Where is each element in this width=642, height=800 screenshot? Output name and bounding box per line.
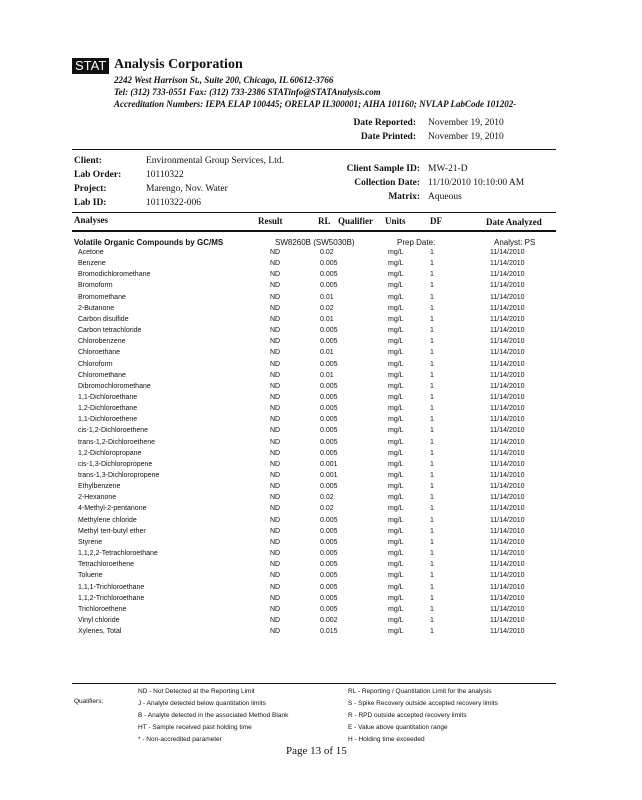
- page-number: Page 13 of 15: [286, 745, 347, 757]
- units: mg/L: [388, 293, 404, 301]
- analyte-name: 1,1-Dichloroethene: [78, 416, 138, 424]
- table-row: [72, 505, 556, 516]
- rl: 0.005: [320, 338, 338, 346]
- analyte-name: Methylene chloride: [78, 516, 137, 524]
- df: 1: [430, 483, 434, 491]
- analyte-name: Carbon tetrachloride: [78, 327, 142, 335]
- result: ND: [270, 349, 281, 357]
- result: ND: [270, 561, 281, 569]
- analyte-name: Toluene: [78, 572, 103, 580]
- units: mg/L: [388, 460, 404, 468]
- result: ND: [270, 572, 281, 580]
- date-analyzed: 11/14/2010: [490, 550, 525, 558]
- result: ND: [270, 505, 281, 513]
- date-analyzed: 11/14/2010: [490, 561, 525, 569]
- units: mg/L: [388, 472, 404, 479]
- rl: 0.005: [320, 527, 338, 535]
- analyte-name: Styrene: [78, 538, 103, 546]
- units: mg/L: [388, 315, 404, 323]
- table-row: [72, 572, 556, 583]
- rl: 0.005: [320, 360, 338, 368]
- date-analyzed: 11/14/2010: [490, 616, 525, 624]
- units: mg/L: [388, 405, 404, 413]
- table-row: [72, 361, 556, 372]
- analyte-name: Carbon disulfide: [78, 315, 129, 323]
- units: mg/L: [388, 349, 404, 357]
- table-row: [72, 517, 556, 528]
- project-label: Project:: [74, 184, 107, 194]
- analyte-name: 1,1,1-Trichloroethane: [78, 583, 145, 591]
- rl: 0.005: [320, 538, 338, 546]
- df: 1: [430, 572, 434, 580]
- units: mg/L: [388, 338, 404, 346]
- date-analyzed: 11/14/2010: [490, 393, 525, 401]
- qualifier-item: * - Non-accredited parameter: [138, 736, 222, 743]
- rl: 0.005: [320, 561, 338, 569]
- company-name: Analysis Corporation: [114, 57, 243, 72]
- rl: 0.005: [320, 282, 338, 290]
- df: 1: [430, 628, 434, 636]
- units: mg/L: [388, 616, 404, 624]
- rl: 0.005: [320, 327, 338, 335]
- rl: 0.005: [320, 416, 338, 424]
- result: ND: [270, 427, 281, 435]
- analyte-name: 1,1,2-Trichloroethane: [78, 594, 145, 602]
- analyte-name: trans-1,3-Dichloropropene: [78, 472, 160, 479]
- collection-date: 11/10/2010 10:10:00 AM: [428, 178, 525, 188]
- analyte-name: Tetrachloroethene: [78, 561, 135, 569]
- analyte-name: trans-1,2-Dichloroethene: [78, 438, 156, 446]
- df: 1: [430, 371, 434, 379]
- table-row: [72, 271, 556, 282]
- result: ND: [270, 516, 281, 524]
- date-analyzed: 11/14/2010: [490, 360, 525, 368]
- df: 1: [430, 327, 434, 335]
- rl: 0.005: [320, 271, 338, 279]
- table-row: [72, 539, 556, 550]
- date-reported-label: Date Reported:: [353, 118, 416, 128]
- date-analyzed: 11/14/2010: [490, 572, 525, 580]
- rl: 0.002: [320, 616, 338, 624]
- result: ND: [270, 293, 281, 301]
- table-row: [72, 282, 556, 293]
- result: ND: [270, 494, 281, 502]
- date-analyzed: 11/14/2010: [490, 449, 525, 457]
- units: mg/L: [388, 360, 404, 368]
- method: SW8260B (SW5030B): [275, 238, 355, 247]
- date-reported: November 19, 2010: [428, 118, 504, 128]
- analyte-name: cis-1,3-Dichloropropene: [78, 460, 153, 468]
- df: 1: [430, 405, 434, 413]
- analyte-name: Methyl tert-butyl ether: [78, 527, 146, 535]
- table-row: [72, 606, 556, 617]
- date-analyzed: 11/14/2010: [490, 483, 525, 491]
- units: mg/L: [388, 483, 404, 491]
- df: 1: [430, 304, 434, 312]
- rl: 0.005: [320, 572, 338, 580]
- units: mg/L: [388, 304, 404, 312]
- rl: 0.005: [320, 449, 338, 457]
- matrix-label: Matrix:: [388, 192, 420, 202]
- table-row: [72, 394, 556, 405]
- analyte-name: Bromoform: [78, 282, 113, 290]
- rl: 0.005: [320, 605, 338, 613]
- table-row: [72, 483, 556, 494]
- contact: Tel: (312) 733-0551 Fax: (312) 733-2386 STATinfo@STATAnalysis.com: [114, 87, 381, 97]
- table-row: [72, 628, 556, 639]
- result: ND: [270, 393, 281, 401]
- df: 1: [430, 249, 434, 256]
- collection-date-label: Collection Date:: [354, 178, 420, 188]
- table-row: [72, 617, 556, 628]
- df: 1: [430, 293, 434, 301]
- units: mg/L: [388, 561, 404, 569]
- qualifier-item: ND - Not Detected at the Reporting Limit: [138, 688, 255, 695]
- rl: 0.01: [320, 293, 334, 301]
- qualifier-item: B - Analyte detected in the associated Method Blank: [138, 712, 289, 719]
- date-analyzed: 11/14/2010: [490, 494, 525, 502]
- table-row: [72, 305, 556, 316]
- result: ND: [270, 460, 281, 468]
- analyte-name: 1,1-Dichloroethane: [78, 393, 138, 401]
- qualifiers-label: Qualifiers:: [74, 698, 104, 705]
- df: 1: [430, 494, 434, 502]
- df: 1: [430, 393, 434, 401]
- qualifier-item: R - RPD outside accepted recovery limits: [348, 712, 467, 719]
- qualifier-item: S - Spike Recovery outside accepted recovery limits: [348, 700, 498, 707]
- rl: 0.02: [320, 494, 334, 502]
- analyte-name: Benzene: [78, 260, 106, 268]
- rl: 0.01: [320, 315, 334, 323]
- analyte-name: Bromomethane: [78, 293, 126, 301]
- rl: 0.015: [320, 628, 338, 636]
- df: 1: [430, 260, 434, 268]
- analyte-name: Xylenes, Total: [78, 628, 122, 636]
- result: ND: [270, 304, 281, 312]
- date-printed: November 19, 2010: [428, 132, 504, 142]
- divider: [72, 149, 556, 150]
- date-analyzed: 11/14/2010: [490, 416, 525, 424]
- date-analyzed: 11/14/2010: [490, 472, 525, 479]
- df: 1: [430, 472, 434, 479]
- table-row: [72, 494, 556, 505]
- rl: 0.005: [320, 382, 338, 390]
- analyte-name: 2-Butanone: [78, 304, 115, 312]
- analyst: Analyst: PS: [494, 238, 536, 247]
- units: mg/L: [388, 449, 404, 457]
- df: 1: [430, 338, 434, 346]
- units: mg/L: [388, 371, 404, 379]
- qualifier-item: E - Value above quantitation range: [348, 724, 448, 731]
- date-analyzed: 11/14/2010: [490, 349, 525, 357]
- analyte-name: cis-1,2-Dichloroethene: [78, 427, 149, 435]
- analyte-name: 4-Methyl-2-pentanone: [78, 505, 147, 513]
- table-row: [72, 383, 556, 394]
- table-row: [72, 595, 556, 606]
- units: mg/L: [388, 550, 404, 558]
- table-row: [72, 472, 556, 483]
- date-analyzed: 11/14/2010: [490, 293, 525, 301]
- date-analyzed: 11/14/2010: [490, 338, 525, 346]
- analyte-name: Trichloroethene: [78, 605, 127, 613]
- table-row: [72, 416, 556, 427]
- col-df: DF: [430, 216, 442, 226]
- lab-order: 10110322: [146, 170, 184, 180]
- rl: 0.005: [320, 516, 338, 524]
- rl: 0.001: [320, 472, 338, 479]
- analyte-name: Chloromethane: [78, 371, 126, 379]
- col-rl: RL: [318, 216, 331, 226]
- units: mg/L: [388, 583, 404, 591]
- result: ND: [270, 315, 281, 323]
- address: 2242 West Harrison St., Suite 200, Chicago, IL 60612-3766: [114, 75, 334, 85]
- analyte-name: Ethylbenzene: [78, 483, 121, 491]
- units: mg/L: [388, 271, 404, 279]
- date-analyzed: 11/14/2010: [490, 282, 525, 290]
- result: ND: [270, 449, 281, 457]
- table-row: [72, 294, 556, 305]
- result: ND: [270, 371, 281, 379]
- df: 1: [430, 315, 434, 323]
- result: ND: [270, 405, 281, 413]
- accreditation: Accreditation Numbers: IEPA ELAP 100445; ORELAP IL300001; AIHA 101160; NVLAP LabCode 101202-: [114, 99, 517, 109]
- divider: [72, 212, 556, 213]
- date-analyzed: 11/14/2010: [490, 460, 525, 468]
- rl: 0.02: [320, 304, 334, 312]
- date-analyzed: 11/14/2010: [490, 538, 525, 546]
- rl: 0.005: [320, 438, 338, 446]
- date-analyzed: 11/14/2010: [490, 605, 525, 613]
- date-analyzed: 11/14/2010: [490, 327, 525, 335]
- stat-logo: STAT: [72, 58, 109, 74]
- col-result: Result: [258, 216, 283, 226]
- lab-order-label: Lab Order:: [74, 170, 122, 180]
- rl: 0.005: [320, 550, 338, 558]
- result: ND: [270, 527, 281, 535]
- rl: 0.005: [320, 405, 338, 413]
- df: 1: [430, 516, 434, 524]
- df: 1: [430, 271, 434, 279]
- date-analyzed: 11/14/2010: [490, 249, 525, 256]
- units: mg/L: [388, 628, 404, 636]
- result: ND: [270, 550, 281, 558]
- units: mg/L: [388, 572, 404, 580]
- project: Marengo, Nov. Water: [146, 184, 228, 194]
- units: mg/L: [388, 282, 404, 290]
- units: mg/L: [388, 416, 404, 424]
- col-units: Units: [385, 216, 406, 226]
- analyte-name: 1,1,2,2-Tetrachloroethane: [78, 550, 158, 558]
- units: mg/L: [388, 393, 404, 401]
- df: 1: [430, 360, 434, 368]
- date-analyzed: 11/14/2010: [490, 315, 525, 323]
- units: mg/L: [388, 594, 404, 602]
- rl: 0.005: [320, 427, 338, 435]
- result: ND: [270, 327, 281, 335]
- table-row: [72, 561, 556, 572]
- date-analyzed: 11/14/2010: [490, 438, 525, 446]
- rl: 0.005: [320, 483, 338, 491]
- units: mg/L: [388, 427, 404, 435]
- table-row: [72, 584, 556, 595]
- lab-id: 10110322-006: [146, 198, 202, 208]
- df: 1: [430, 616, 434, 624]
- analyte-name: 1,2-Dichloroethane: [78, 405, 138, 413]
- table-row: [72, 249, 556, 260]
- matrix: Aqueous: [428, 192, 462, 202]
- analyte-name: Dibromochloromethane: [78, 382, 151, 390]
- units: mg/L: [388, 527, 404, 535]
- rl: 0.01: [320, 371, 334, 379]
- qualifier-item: HT - Sample received past holding time: [138, 724, 252, 731]
- result: ND: [270, 438, 281, 446]
- units: mg/L: [388, 249, 404, 256]
- df: 1: [430, 605, 434, 613]
- result: ND: [270, 271, 281, 279]
- df: 1: [430, 505, 434, 513]
- rl: 0.01: [320, 349, 334, 357]
- rl: 0.005: [320, 393, 338, 401]
- result: ND: [270, 628, 281, 636]
- col-date-analyzed: Date Analyzed: [486, 217, 542, 227]
- result: ND: [270, 594, 281, 602]
- df: 1: [430, 282, 434, 290]
- df: 1: [430, 449, 434, 457]
- result: ND: [270, 416, 281, 424]
- units: mg/L: [388, 505, 404, 513]
- date-analyzed: 11/14/2010: [490, 382, 525, 390]
- table-row: [72, 528, 556, 539]
- rl: 0.005: [320, 260, 338, 268]
- table-row: [72, 338, 556, 349]
- client: Environmental Group Services, Ltd.: [146, 156, 284, 166]
- date-analyzed: 11/14/2010: [490, 427, 525, 435]
- sample-id-label: Client Sample ID:: [346, 164, 420, 174]
- table-row: [72, 349, 556, 360]
- df: 1: [430, 538, 434, 546]
- rl: 0.02: [320, 249, 334, 256]
- result: ND: [270, 538, 281, 546]
- date-analyzed: 11/14/2010: [490, 516, 525, 524]
- result: ND: [270, 472, 281, 479]
- units: mg/L: [388, 438, 404, 446]
- units: mg/L: [388, 494, 404, 502]
- analyte-name: Acetone: [78, 249, 104, 256]
- result: ND: [270, 249, 281, 256]
- lab-id-label: Lab ID:: [74, 198, 107, 208]
- df: 1: [430, 561, 434, 569]
- df: 1: [430, 427, 434, 435]
- units: mg/L: [388, 538, 404, 546]
- date-analyzed: 11/14/2010: [490, 304, 525, 312]
- df: 1: [430, 583, 434, 591]
- sample-id: MW-21-D: [428, 164, 468, 174]
- table-row: [72, 405, 556, 416]
- df: 1: [430, 550, 434, 558]
- date-analyzed: 11/14/2010: [490, 583, 525, 591]
- df: 1: [430, 382, 434, 390]
- table-row: [72, 327, 556, 338]
- df: 1: [430, 594, 434, 602]
- result: ND: [270, 583, 281, 591]
- date-analyzed: 11/14/2010: [490, 527, 525, 535]
- date-analyzed: 11/14/2010: [490, 628, 525, 636]
- analyte-name: Bromodichloromethane: [78, 271, 151, 279]
- result: ND: [270, 360, 281, 368]
- result: ND: [270, 282, 281, 290]
- divider: [72, 230, 556, 232]
- result: ND: [270, 605, 281, 613]
- table-row: [72, 316, 556, 327]
- units: mg/L: [388, 260, 404, 268]
- date-printed-label: Date Printed:: [360, 132, 416, 142]
- analyte-name: Chloroethane: [78, 349, 121, 357]
- table-row: [72, 372, 556, 383]
- date-analyzed: 11/14/2010: [490, 371, 525, 379]
- qualifier-item: H - Holding time exceeded: [348, 736, 425, 743]
- date-analyzed: 11/14/2010: [490, 271, 525, 279]
- qualifier-item: RL - Reporting / Quantitation Limit for the analysis: [348, 688, 492, 695]
- rl: 0.005: [320, 594, 338, 602]
- df: 1: [430, 527, 434, 535]
- analyte-name: Chloroform: [78, 360, 113, 368]
- analyte-name: Chlorobenzene: [78, 338, 126, 346]
- analyte-name: Vinyl chloride: [78, 616, 120, 624]
- result: ND: [270, 260, 281, 268]
- result: ND: [270, 616, 281, 624]
- table-row: [72, 260, 556, 271]
- table-row: [72, 461, 556, 472]
- units: mg/L: [388, 516, 404, 524]
- result: ND: [270, 483, 281, 491]
- table-row: [72, 427, 556, 438]
- client-label: Client:: [74, 156, 102, 166]
- rl: 0.005: [320, 583, 338, 591]
- table-row: [72, 439, 556, 450]
- rl: 0.001: [320, 460, 338, 468]
- divider: [72, 683, 556, 684]
- df: 1: [430, 416, 434, 424]
- col-analyses: Analyses: [74, 215, 109, 225]
- qualifier-item: J - Analyte detected below quantitation limits: [138, 700, 266, 707]
- date-analyzed: 11/14/2010: [490, 505, 525, 513]
- df: 1: [430, 438, 434, 446]
- analyte-name: 1,2-Dichloropropane: [78, 449, 142, 457]
- date-analyzed: 11/14/2010: [490, 594, 525, 602]
- analyte-name: 2-Hexanone: [78, 494, 117, 502]
- prep-date: Prep Date:: [397, 238, 436, 247]
- table-row: [72, 450, 556, 461]
- rl: 0.02: [320, 505, 334, 513]
- section-title: Volatile Organic Compounds by GC/MS: [74, 238, 224, 247]
- date-analyzed: 11/14/2010: [490, 260, 525, 268]
- units: mg/L: [388, 327, 404, 335]
- date-analyzed: 11/14/2010: [490, 405, 525, 413]
- result: ND: [270, 338, 281, 346]
- units: mg/L: [388, 605, 404, 613]
- df: 1: [430, 460, 434, 468]
- df: 1: [430, 349, 434, 357]
- col-qualifier: Qualifier: [338, 216, 373, 226]
- table-row: [72, 550, 556, 561]
- result: ND: [270, 382, 281, 390]
- units: mg/L: [388, 382, 404, 390]
